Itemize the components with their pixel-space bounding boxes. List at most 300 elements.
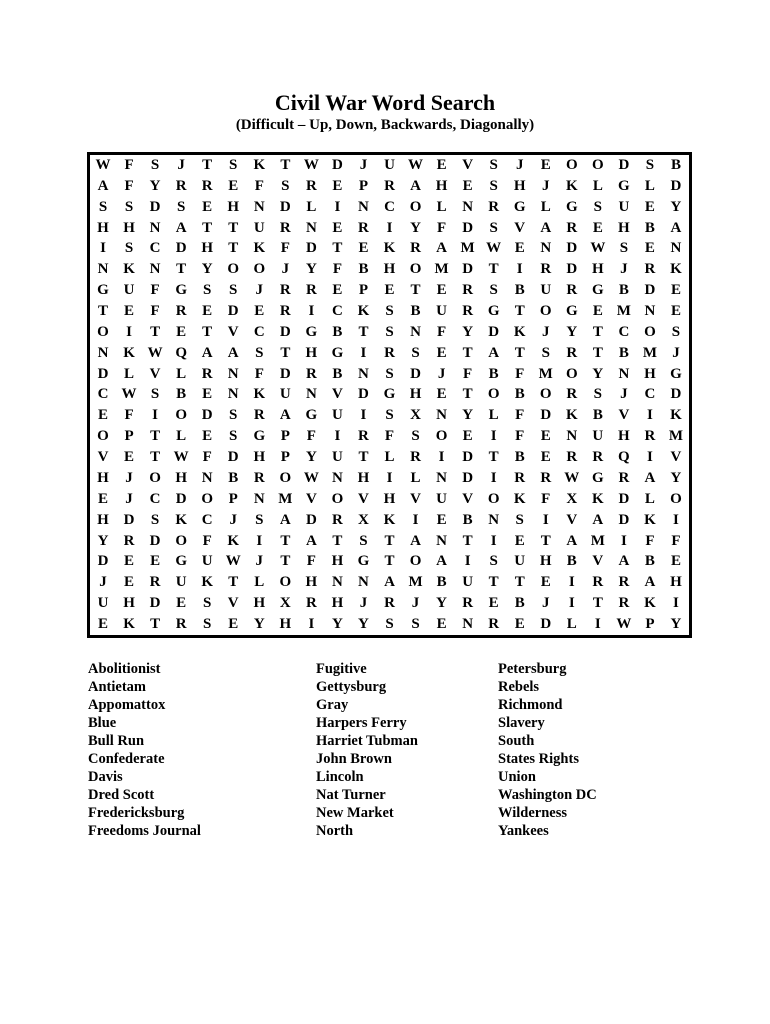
grid-letter: Y: [410, 219, 421, 236]
grid-letter: T: [592, 595, 603, 612]
grid-letter: S: [385, 323, 394, 340]
grid-letter: A: [305, 532, 317, 549]
grid-letter: K: [253, 386, 266, 403]
grid-letter: B: [592, 407, 603, 424]
grid-letter: E: [202, 386, 213, 403]
grid-letter: F: [515, 428, 525, 445]
grid-letter: B: [566, 553, 577, 570]
grid-letter: V: [227, 595, 239, 612]
grid-letter: E: [670, 303, 681, 320]
grid-letter: X: [566, 490, 578, 507]
word-list-column-1: [88, 660, 308, 840]
grid-letter: T: [514, 303, 525, 320]
grid-letter: J: [542, 595, 550, 612]
grid-letter: V: [618, 407, 630, 424]
grid-letter: C: [644, 386, 656, 403]
grid-letter: T: [592, 323, 603, 340]
grid-letter: A: [436, 553, 447, 570]
grid-letter: N: [618, 365, 630, 382]
grid-letter: U: [618, 198, 630, 215]
grid-letter: R: [305, 595, 317, 612]
grid-letter: Q: [175, 344, 187, 361]
grid-letter: J: [229, 511, 237, 528]
grid-letter: E: [436, 282, 447, 299]
grid-letter: N: [253, 490, 265, 507]
word-list-item: Appomattox: [88, 697, 166, 713]
word-list-item: Antietam: [88, 679, 146, 695]
grid-letter: O: [253, 261, 266, 278]
grid-letter: M: [590, 532, 605, 549]
word-search-grid: [87, 152, 692, 638]
grid-letter: E: [124, 574, 135, 591]
grid-letter: M: [642, 344, 658, 361]
grid-letter: I: [647, 407, 653, 424]
grid-letter: O: [435, 428, 448, 445]
grid-letter: A: [410, 177, 421, 194]
grid-letter: J: [542, 177, 550, 194]
page-title: Civil War Word Search: [274, 90, 496, 115]
grid-letter: S: [489, 156, 498, 173]
grid-letter: D: [149, 532, 161, 549]
grid-letter: X: [279, 595, 291, 612]
grid-letter: O: [149, 469, 161, 486]
grid-letter: O: [409, 198, 422, 215]
grid-letter: N: [201, 469, 213, 486]
grid-letter: E: [202, 198, 213, 215]
grid-letter: D: [175, 240, 187, 257]
grid-letter: I: [594, 616, 601, 633]
grid-letter: S: [98, 198, 108, 215]
grid-letter: O: [487, 386, 500, 403]
grid-letter: W: [303, 469, 319, 486]
grid-letter: R: [305, 282, 317, 299]
grid-letter: H: [435, 177, 448, 194]
grid-letter: S: [671, 323, 681, 340]
grid-letter: Y: [97, 532, 109, 549]
grid-letter: E: [124, 303, 135, 320]
grid-letter: J: [255, 553, 264, 570]
grid-letter: C: [384, 198, 395, 215]
grid-letter: D: [410, 365, 421, 382]
grid-letter: G: [357, 553, 370, 570]
grid-letter: V: [462, 156, 474, 173]
word-list-item: Bull Run: [88, 733, 145, 749]
grid-letter: E: [124, 449, 135, 466]
grid-letter: I: [308, 303, 315, 320]
grid-letter: K: [644, 595, 656, 612]
grid-letter: E: [670, 282, 681, 299]
grid-letter: R: [123, 532, 135, 549]
grid-letter: J: [281, 261, 290, 278]
grid-letter: S: [489, 177, 498, 194]
grid-letter: R: [410, 449, 421, 466]
grid-letter: S: [619, 240, 629, 257]
grid-letter: A: [201, 344, 213, 361]
grid-letter: L: [306, 198, 317, 215]
grid-letter: R: [488, 198, 500, 215]
grid-letter: C: [97, 386, 109, 403]
grid-letter: R: [566, 344, 578, 361]
grid-letter: N: [227, 365, 239, 382]
page-subtitle: (Difficult – Up, Down, Backwards, Diagonally): [235, 117, 535, 133]
grid-letter: P: [358, 177, 369, 194]
grid-letter: I: [490, 428, 497, 445]
grid-letter: O: [644, 323, 656, 340]
grid-letter: H: [97, 219, 109, 236]
grid-letter: T: [228, 240, 239, 257]
grid-letter: V: [410, 490, 421, 507]
grid-letter: D: [175, 490, 187, 507]
grid-letter: K: [201, 574, 214, 591]
grid-letter: H: [279, 616, 292, 633]
grid-letter: A: [227, 344, 239, 361]
grid-letter: R: [201, 177, 213, 194]
grid-letter: U: [331, 407, 343, 424]
grid-letter: Y: [149, 177, 161, 194]
grid-letter: C: [201, 511, 213, 528]
grid-letter: E: [540, 449, 551, 466]
grid-letter: H: [592, 261, 604, 278]
grid-letter: O: [331, 490, 344, 507]
grid-letter: E: [358, 240, 369, 257]
grid-letter: C: [253, 323, 265, 340]
grid-letter: N: [436, 469, 447, 486]
grid-letter: H: [513, 177, 526, 194]
grid-letter: F: [463, 365, 473, 382]
grid-letter: B: [618, 282, 629, 299]
grid-letter: N: [227, 386, 239, 403]
grid-letter: P: [358, 282, 369, 299]
grid-letter: R: [644, 428, 656, 445]
grid-letter: F: [202, 449, 212, 466]
word-list-column-2: [316, 660, 496, 840]
grid-letter: R: [592, 449, 604, 466]
grid-letter: F: [332, 261, 342, 278]
grid-letter: O: [227, 261, 240, 278]
grid-letter: H: [618, 428, 630, 445]
word-list-item: New Market: [316, 805, 394, 821]
grid-letter: E: [176, 323, 187, 340]
grid-letter: N: [149, 219, 161, 236]
grid-letter: I: [334, 428, 341, 445]
grid-letter: R: [384, 344, 395, 361]
grid-letter: F: [436, 219, 447, 236]
grid-letter: M: [460, 240, 475, 257]
grid-letter: S: [359, 532, 368, 549]
grid-letter: T: [488, 449, 499, 466]
grid-letter: O: [539, 303, 552, 320]
grid-letter: Y: [592, 365, 604, 382]
grid-letter: J: [620, 261, 628, 278]
grid-letter: S: [385, 303, 394, 320]
grid-letter: D: [97, 553, 109, 570]
grid-letter: P: [124, 428, 134, 445]
grid-letter: T: [514, 574, 525, 591]
grid-letter: L: [592, 177, 603, 194]
grid-letter: R: [488, 616, 500, 633]
grid-letter: G: [565, 303, 578, 320]
grid-letter: E: [124, 553, 135, 570]
grid-letter: K: [123, 261, 135, 278]
grid-letter: U: [540, 282, 552, 299]
grid-letter: N: [358, 574, 369, 591]
grid-letter: R: [566, 282, 578, 299]
grid-letter: O: [97, 428, 109, 445]
grid-letter: B: [176, 386, 187, 403]
grid-letter: O: [565, 365, 578, 382]
grid-letter: R: [410, 240, 421, 257]
grid-letter: E: [332, 219, 343, 236]
grid-letter: D: [462, 469, 474, 486]
grid-letter: J: [672, 344, 680, 361]
grid-letter: H: [331, 595, 344, 612]
grid-letter: S: [489, 219, 498, 236]
grid-letter: B: [488, 365, 499, 382]
word-list-item: Union: [498, 769, 536, 785]
word-list-item: John Brown: [316, 751, 392, 767]
grid-letter: M: [668, 428, 684, 445]
grid-letter: U: [436, 490, 447, 507]
grid-letter: H: [331, 553, 344, 570]
grid-letter: K: [670, 261, 682, 278]
grid-letter: J: [125, 469, 133, 486]
grid-letter: H: [644, 365, 656, 382]
grid-letter: I: [490, 532, 497, 549]
grid-letter: C: [149, 490, 161, 507]
grid-letter: S: [385, 407, 394, 424]
grid-letter: K: [670, 407, 682, 424]
grid-letter: T: [462, 386, 473, 403]
grid-letter: T: [384, 532, 395, 549]
grid-letter: K: [123, 616, 135, 633]
grid-letter: K: [383, 240, 396, 257]
grid-letter: R: [305, 177, 317, 194]
grid-letter: B: [332, 323, 343, 340]
grid-letter: Y: [201, 261, 213, 278]
grid-letter: L: [384, 449, 395, 466]
grid-letter: G: [175, 282, 187, 299]
grid-letter: A: [436, 240, 447, 257]
word-list-item: Blue: [88, 715, 117, 731]
grid-letter: R: [618, 574, 630, 591]
grid-letter: D: [566, 261, 578, 278]
grid-letter: G: [175, 553, 187, 570]
grid-letter: B: [618, 344, 629, 361]
grid-letter: T: [358, 449, 369, 466]
grid-letter: G: [383, 386, 396, 403]
grid-letter: S: [150, 156, 160, 173]
grid-letter: V: [514, 219, 526, 236]
grid-letter: I: [126, 323, 132, 340]
word-list-item: Wilderness: [498, 805, 568, 821]
grid-letter: G: [487, 303, 500, 320]
grid-letter: H: [357, 469, 370, 486]
grid-letter: A: [644, 469, 656, 486]
grid-letter: I: [568, 595, 575, 612]
grid-letter: L: [540, 198, 551, 215]
grid-letter: L: [566, 616, 577, 633]
grid-letter: D: [149, 595, 161, 612]
grid-letter: G: [565, 198, 578, 215]
grid-letter: W: [173, 449, 189, 466]
grid-letter: Y: [566, 323, 578, 340]
word-list-item: Gray: [316, 697, 349, 713]
grid-letter: E: [436, 386, 447, 403]
grid-letter: S: [515, 511, 524, 528]
grid-letter: H: [97, 511, 109, 528]
grid-letter: C: [331, 303, 343, 320]
grid-letter: E: [436, 344, 447, 361]
grid-letter: A: [644, 574, 656, 591]
grid-letter: E: [98, 490, 109, 507]
grid-letter: P: [280, 428, 290, 445]
grid-letter: S: [281, 177, 290, 194]
grid-letter: Y: [436, 595, 447, 612]
grid-letter: K: [123, 344, 135, 361]
grid-letter: K: [383, 511, 396, 528]
grid-letter: N: [488, 511, 500, 528]
grid-letter: S: [411, 344, 420, 361]
grid-letter: S: [176, 198, 186, 215]
grid-letter: J: [542, 323, 550, 340]
grid-letter: T: [150, 428, 161, 445]
grid-letter: T: [462, 344, 473, 361]
grid-letter: O: [175, 532, 187, 549]
grid-letter: O: [97, 323, 109, 340]
grid-letter: S: [203, 282, 212, 299]
grid-letter: N: [566, 428, 578, 445]
grid-letter: R: [279, 219, 291, 236]
grid-letter: D: [149, 198, 161, 215]
grid-letter: S: [489, 282, 498, 299]
grid-letter: E: [488, 595, 499, 612]
grid-letter: L: [254, 574, 265, 591]
grid-letter: D: [670, 177, 682, 194]
grid-letter: S: [385, 365, 394, 382]
grid-letter: B: [644, 219, 655, 236]
grid-letter: R: [149, 574, 161, 591]
grid-letter: V: [227, 323, 239, 340]
grid-letter: L: [436, 198, 447, 215]
grid-letter: F: [124, 177, 134, 194]
grid-letter: O: [279, 574, 292, 591]
grid-letter: E: [384, 282, 395, 299]
grid-letter: D: [488, 323, 500, 340]
grid-letter: T: [384, 553, 395, 570]
grid-letter: I: [568, 574, 575, 591]
grid-letter: J: [359, 595, 368, 612]
grid-letter: F: [306, 428, 316, 445]
grid-letter: H: [305, 344, 318, 361]
grid-letter: T: [202, 323, 213, 340]
word-list-item: Petersburg: [498, 661, 567, 677]
grid-letter: R: [462, 282, 474, 299]
grid-letter: J: [125, 490, 133, 507]
grid-letter: C: [618, 323, 630, 340]
grid-letter: S: [255, 344, 264, 361]
grid-letter: Y: [670, 616, 682, 633]
grid-letter: A: [488, 344, 500, 361]
grid-letter: H: [383, 490, 396, 507]
word-list-item: Freedoms Journal: [88, 823, 201, 839]
grid-letter: I: [334, 198, 341, 215]
word-list-item: Washington DC: [498, 787, 597, 803]
word-list-item: Lincoln: [316, 769, 364, 785]
grid-letter: D: [279, 323, 291, 340]
grid-letter: V: [97, 449, 109, 466]
grid-letter: V: [592, 553, 604, 570]
grid-letter: E: [540, 574, 551, 591]
grid-letter: R: [462, 595, 474, 612]
grid-letter: Y: [305, 261, 317, 278]
grid-letter: N: [462, 616, 474, 633]
grid-letter: G: [670, 365, 682, 382]
grid-letter: D: [331, 156, 343, 173]
grid-letter: D: [358, 386, 369, 403]
grid-letter: E: [228, 177, 239, 194]
grid-letter: D: [462, 261, 474, 278]
grid-letter: D: [227, 449, 239, 466]
grid-letter: H: [409, 386, 422, 403]
grid-letter: N: [97, 344, 109, 361]
grid-letter: N: [436, 532, 447, 549]
grid-letter: L: [644, 177, 655, 194]
grid-letter: F: [254, 177, 264, 194]
grid-letter: T: [228, 574, 239, 591]
grid-letter: R: [566, 219, 578, 236]
grid-letter: W: [225, 553, 241, 570]
grid-letter: F: [254, 365, 264, 382]
word-list-item: Confederate: [88, 751, 165, 767]
grid-letter: W: [590, 240, 606, 257]
grid-letter: B: [514, 386, 525, 403]
grid-letter: I: [412, 511, 419, 528]
grid-letter: L: [644, 490, 655, 507]
grid-letter: N: [462, 198, 474, 215]
grid-letter: D: [305, 511, 317, 528]
word-list-item: Yankees: [498, 823, 549, 839]
grid-letter: G: [305, 407, 318, 424]
grid-letter: R: [253, 407, 265, 424]
grid-letter: S: [541, 344, 550, 361]
grid-letter: Y: [331, 616, 343, 633]
grid-letter: B: [514, 282, 525, 299]
grid-letter: O: [592, 156, 604, 173]
grid-letter: K: [565, 407, 578, 424]
grid-letter: G: [253, 428, 266, 445]
grid-letter: G: [513, 198, 526, 215]
grid-letter: U: [462, 574, 474, 591]
grid-letter: N: [540, 240, 552, 257]
grid-letter: T: [592, 344, 603, 361]
grid-letter: R: [358, 428, 369, 445]
grid-letter: T: [540, 532, 551, 549]
grid-letter: B: [332, 365, 343, 382]
grid-letter: S: [229, 428, 238, 445]
grid-letter: F: [202, 532, 212, 549]
word-list-item: Dred Scott: [88, 787, 155, 803]
grid-letter: N: [149, 261, 161, 278]
grid-letter: I: [620, 532, 627, 549]
grid-letter: R: [305, 365, 317, 382]
grid-letter: R: [201, 365, 213, 382]
grid-letter: V: [358, 490, 369, 507]
grid-letter: J: [620, 386, 628, 403]
grid-letter: T: [280, 532, 291, 549]
grid-letter: S: [229, 407, 238, 424]
grid-letter: T: [202, 219, 213, 236]
grid-letter: J: [437, 365, 446, 382]
